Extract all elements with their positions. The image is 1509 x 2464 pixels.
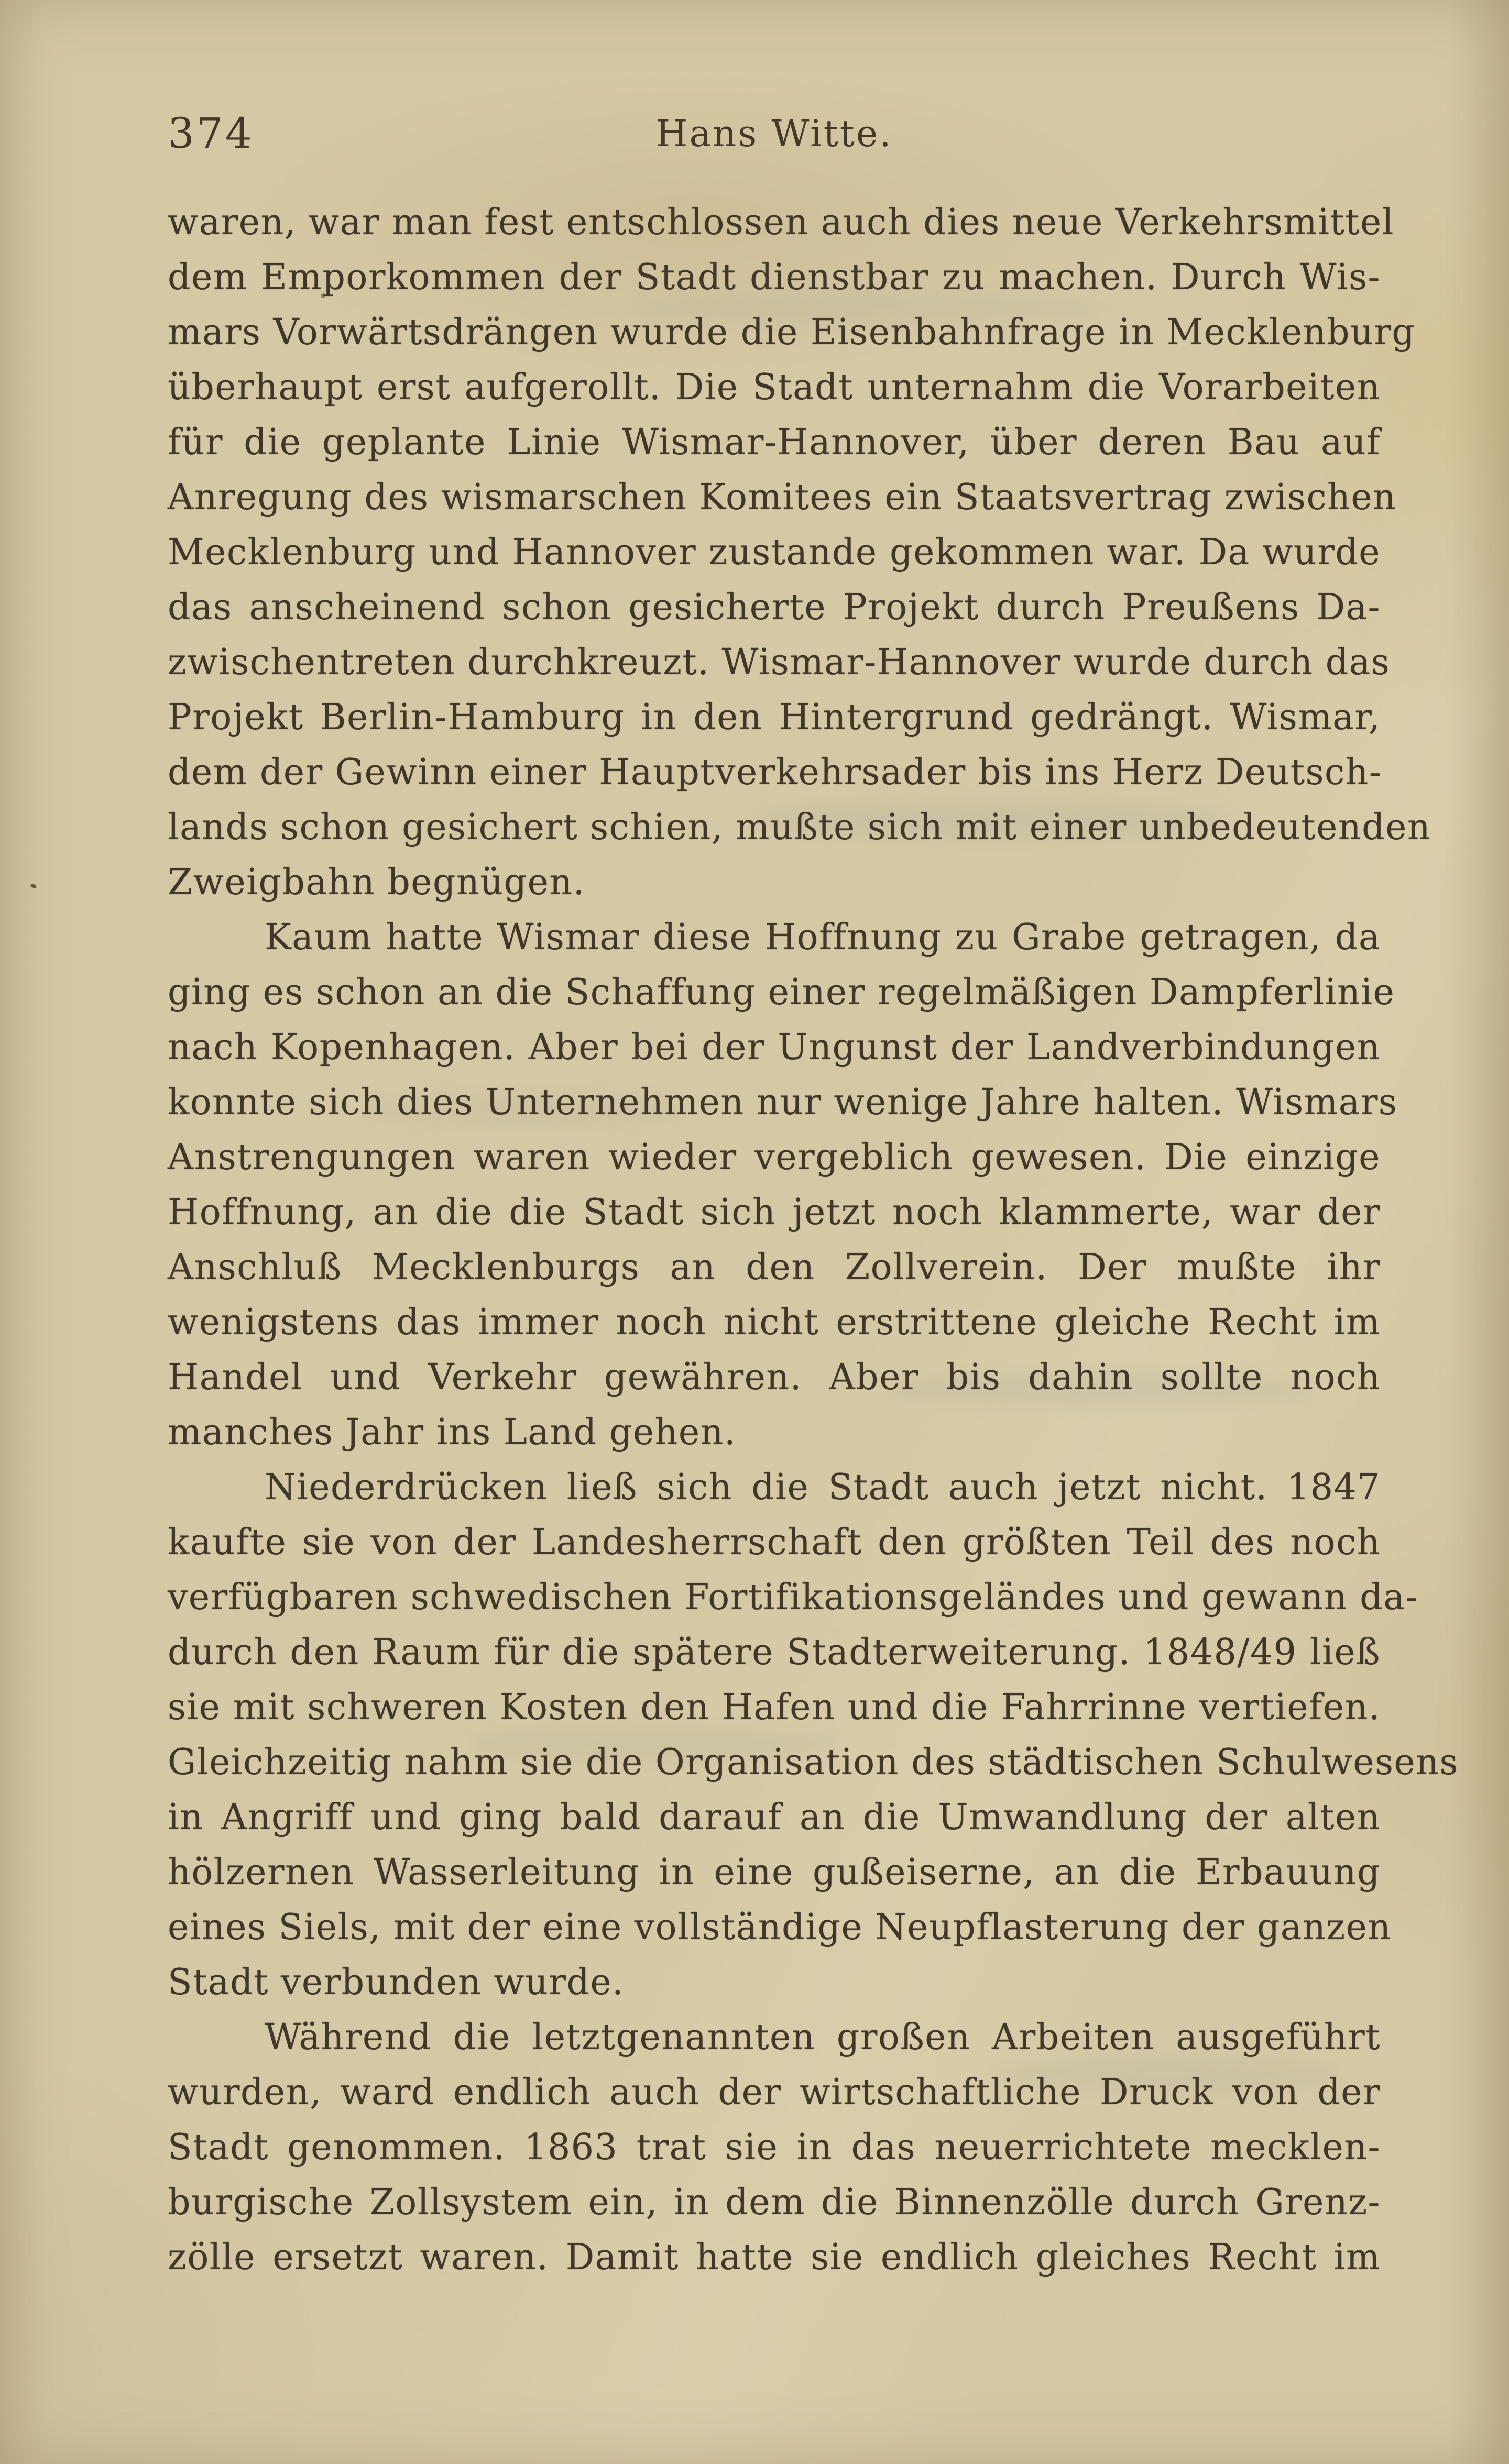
text-line: sie mit schweren Kosten den Hafen und die Fahrrinne vertiefen. <box>168 1687 1381 1728</box>
text-line: mars Vorwärtsdrängen wurde die Eisenbahnfrage in Mecklenburg <box>168 312 1416 353</box>
text-line: durch den Raum für die spätere Stadterweiterung. 1848/49 ließ <box>168 1632 1381 1673</box>
text-line: konnte sich dies Unternehmen nur wenige Jahre halten. Wismars <box>168 1082 1398 1123</box>
text-line: lands schon gesichert schien, mußte sich mit einer unbedeutenden <box>168 807 1431 848</box>
text-line: Anschluß Mecklenburgs an den Zollverein. Der mußte ihr <box>168 1247 1381 1288</box>
text-line: hölzernen Wasserleitung in eine gußeiserne, an die Erbauung <box>168 1852 1381 1893</box>
page-number: 374 <box>168 109 254 158</box>
text-line: dem der Gewinn einer Hauptverkehrsader bis ins Herz Deutsch- <box>168 752 1382 793</box>
text-line: zwischentreten durchkreuzt. Wismar-Hannover wurde durch das <box>168 642 1391 683</box>
text-line: waren, war man fest entschlossen auch dies neue Verkehrsmittel <box>168 202 1395 243</box>
text-line: burgische Zollsystem ein, in dem die Binnenzölle durch Grenz- <box>168 2182 1381 2223</box>
running-header <box>168 109 1381 159</box>
text-line: eines Siels, mit der eine vollständige Neupflasterung der ganzen <box>168 1907 1392 1948</box>
text-line: in Angriff und ging bald darauf an die Umwandlung der alten <box>168 1797 1381 1838</box>
text-line: Zweigbahn begnügen. <box>168 862 585 903</box>
text-line: zölle ersetzt waren. Damit hatte sie endlich gleiches Recht im <box>168 2237 1381 2278</box>
text-line: wurden, ward endlich auch der wirtschaftliche Druck von der <box>168 2072 1381 2113</box>
paragraph <box>168 910 1398 1460</box>
text-line: Gleichzeitig nahm sie die Organisation des städtischen Schulwesens <box>168 1742 1459 1783</box>
text-line: Anregung des wismarschen Komitees ein Staatsvertrag zwischen <box>168 477 1397 518</box>
text-line: ging es schon an die Schaffung einer regelmäßigen Dampferlinie <box>168 972 1395 1013</box>
text-line: Projekt Berlin-Hamburg in den Hintergrund gedrängt. Wismar, <box>168 697 1381 738</box>
text-line: Stadt genommen. 1863 trat sie in das neuerrichtete mecklen- <box>168 2127 1381 2168</box>
text-line: für die geplante Linie Wismar-Hannover, über deren Bau auf <box>168 422 1381 463</box>
text-line: Niederdrücken ließ sich die Stadt auch jetzt nicht. 1847 <box>265 1467 1381 1508</box>
text-line: manches Jahr ins Land gehen. <box>168 1412 737 1453</box>
text-line: dem Emporkommen der Stadt dienstbar zu machen. Durch Wis- <box>168 257 1381 298</box>
text-line: Stadt verbunden wurde. <box>168 1962 625 2003</box>
paragraph <box>168 195 1431 910</box>
text-line: wenigstens das immer noch nicht erstrittene gleiche Recht im <box>168 1302 1381 1343</box>
ink-speck <box>30 883 37 889</box>
text-line: kaufte sie von der Landesherrschaft den größten Teil des noch <box>168 1522 1381 1563</box>
text-line: nach Kopenhagen. Aber bei der Ungunst der Landverbindungen <box>168 1027 1381 1068</box>
paragraph <box>168 2010 1381 2285</box>
text-line: das anscheinend schon gesicherte Projekt durch Preußens Da- <box>168 587 1381 628</box>
text-line: verfügbaren schwedischen Fortifikationsgeländes und gewann da- <box>168 1577 1418 1618</box>
text-line: Während die letztgenannten großen Arbeiten ausgeführt <box>265 2017 1381 2058</box>
text-line: Hoffnung, an die die Stadt sich jetzt noch klammerte, war der <box>168 1192 1381 1233</box>
text-line: Mecklenburg und Hannover zustande gekommen war. Da wurde <box>168 532 1381 573</box>
text-line: überhaupt erst aufgerollt. Die Stadt unternahm die Vorarbeiten <box>168 367 1381 408</box>
text-line: Kaum hatte Wismar diese Hoffnung zu Grabe getragen, da <box>265 917 1381 958</box>
text-line: Anstrengungen waren wieder vergeblich gewesen. Die einzige <box>168 1137 1381 1178</box>
text-block <box>168 195 1459 2285</box>
text-line: Handel und Verkehr gewähren. Aber bis dahin sollte noch <box>168 1357 1381 1398</box>
running-header-title: Hans Witte. <box>655 112 893 155</box>
paragraph <box>168 1460 1459 2010</box>
